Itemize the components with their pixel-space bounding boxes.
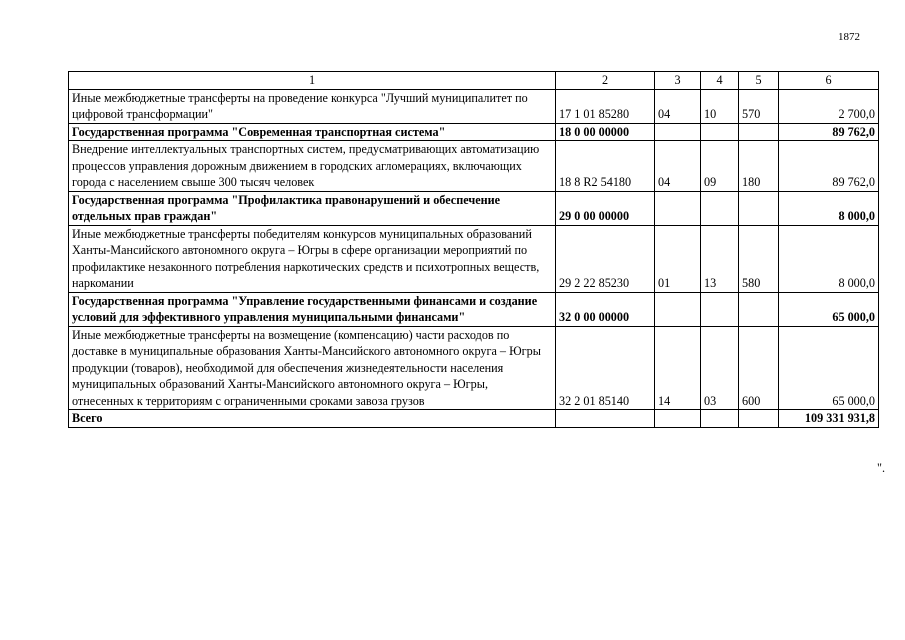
row-subsection: 10: [701, 89, 739, 123]
header-col-2: 2: [556, 72, 655, 90]
row-description: Внедрение интеллектуальных транспортных систем, предусматривающих автоматизацию процессов управления дорожным движением в городских агломерациях, включающих города с населением свыше 300 тысяч человек: [69, 141, 556, 192]
row-expense-type: [739, 292, 779, 326]
row-amount: 2 700,0: [779, 89, 879, 123]
row-description: Государственная программа "Профилактика правонарушений и обеспечение отдельных прав граждан": [69, 191, 556, 225]
table-row: [69, 123, 879, 141]
total-amount: 109 331 931,8: [779, 410, 879, 428]
row-expense-type: 180: [739, 141, 779, 192]
table-row: [69, 225, 879, 292]
closing-quote-mark: ".: [877, 461, 886, 475]
table-total-row: [69, 410, 879, 428]
row-expense-type: [739, 410, 779, 428]
row-section: [655, 191, 701, 225]
row-target-code: [556, 410, 655, 428]
row-subsection: [701, 292, 739, 326]
row-section: 04: [655, 89, 701, 123]
table-row: [69, 326, 879, 410]
row-expense-type: 600: [739, 326, 779, 410]
row-subsection: [701, 191, 739, 225]
row-description: Иные межбюджетные трансферты на возмещение (компенсацию) части расходов по доставке в муниципальные образования Ханты-Мансийского автономного округа – Югры продукции (товаров), необходимой для обеспечения жизнедеятельности населения муниципальных образований Ханты-Мансийского автономного округа – Югры, отнесенных к территориям с ограниченными сроками завоза грузов: [69, 326, 556, 410]
row-amount: 89 762,0: [779, 123, 879, 141]
row-target-code: 18 0 00 00000: [556, 123, 655, 141]
row-target-code: 29 0 00 00000: [556, 191, 655, 225]
row-target-code: 29 2 22 85230: [556, 225, 655, 292]
row-target-code: 17 1 01 85280: [556, 89, 655, 123]
page-number: 1872: [838, 31, 860, 43]
table-row: [69, 89, 879, 123]
row-amount: 65 000,0: [779, 326, 879, 410]
row-section: [655, 292, 701, 326]
row-target-code: 32 0 00 00000: [556, 292, 655, 326]
row-section: [655, 123, 701, 141]
header-col-3: 3: [655, 72, 701, 90]
header-col-6: 6: [779, 72, 879, 90]
row-expense-type: [739, 123, 779, 141]
row-section: [655, 410, 701, 428]
row-target-code: 18 8 R2 54180: [556, 141, 655, 192]
row-expense-type: 570: [739, 89, 779, 123]
row-section: 01: [655, 225, 701, 292]
table-row: [69, 141, 879, 192]
table-header-row: [69, 72, 879, 90]
header-col-1: 1: [69, 72, 556, 90]
row-section: 04: [655, 141, 701, 192]
row-section: 14: [655, 326, 701, 410]
row-amount: 89 762,0: [779, 141, 879, 192]
row-amount: 8 000,0: [779, 225, 879, 292]
row-expense-type: [739, 191, 779, 225]
table-row: [69, 292, 879, 326]
budget-table: [68, 71, 879, 428]
row-subsection: 09: [701, 141, 739, 192]
row-subsection: [701, 410, 739, 428]
row-subsection: [701, 123, 739, 141]
row-expense-type: 580: [739, 225, 779, 292]
row-subsection: 03: [701, 326, 739, 410]
header-col-4: 4: [701, 72, 739, 90]
row-description: Иные межбюджетные трансферты победителям конкурсов муниципальных образований Ханты-Мансийского автономного округа – Югры в сфере организации мероприятий по профилактике незаконного потребления наркотических средств и психотропных веществ, наркомании: [69, 225, 556, 292]
table-row: [69, 191, 879, 225]
header-col-5: 5: [739, 72, 779, 90]
row-description: Государственная программа "Управление государственными финансами и создание условий для эффективного управления муниципальными финансами": [69, 292, 556, 326]
row-amount: 8 000,0: [779, 191, 879, 225]
row-description: Государственная программа "Современная транспортная система": [69, 123, 556, 141]
row-subsection: 13: [701, 225, 739, 292]
row-description: Иные межбюджетные трансферты на проведение конкурса "Лучший муниципалитет по цифровой трансформации": [69, 89, 556, 123]
row-amount: 65 000,0: [779, 292, 879, 326]
total-label: Всего: [69, 410, 556, 428]
row-target-code: 32 2 01 85140: [556, 326, 655, 410]
